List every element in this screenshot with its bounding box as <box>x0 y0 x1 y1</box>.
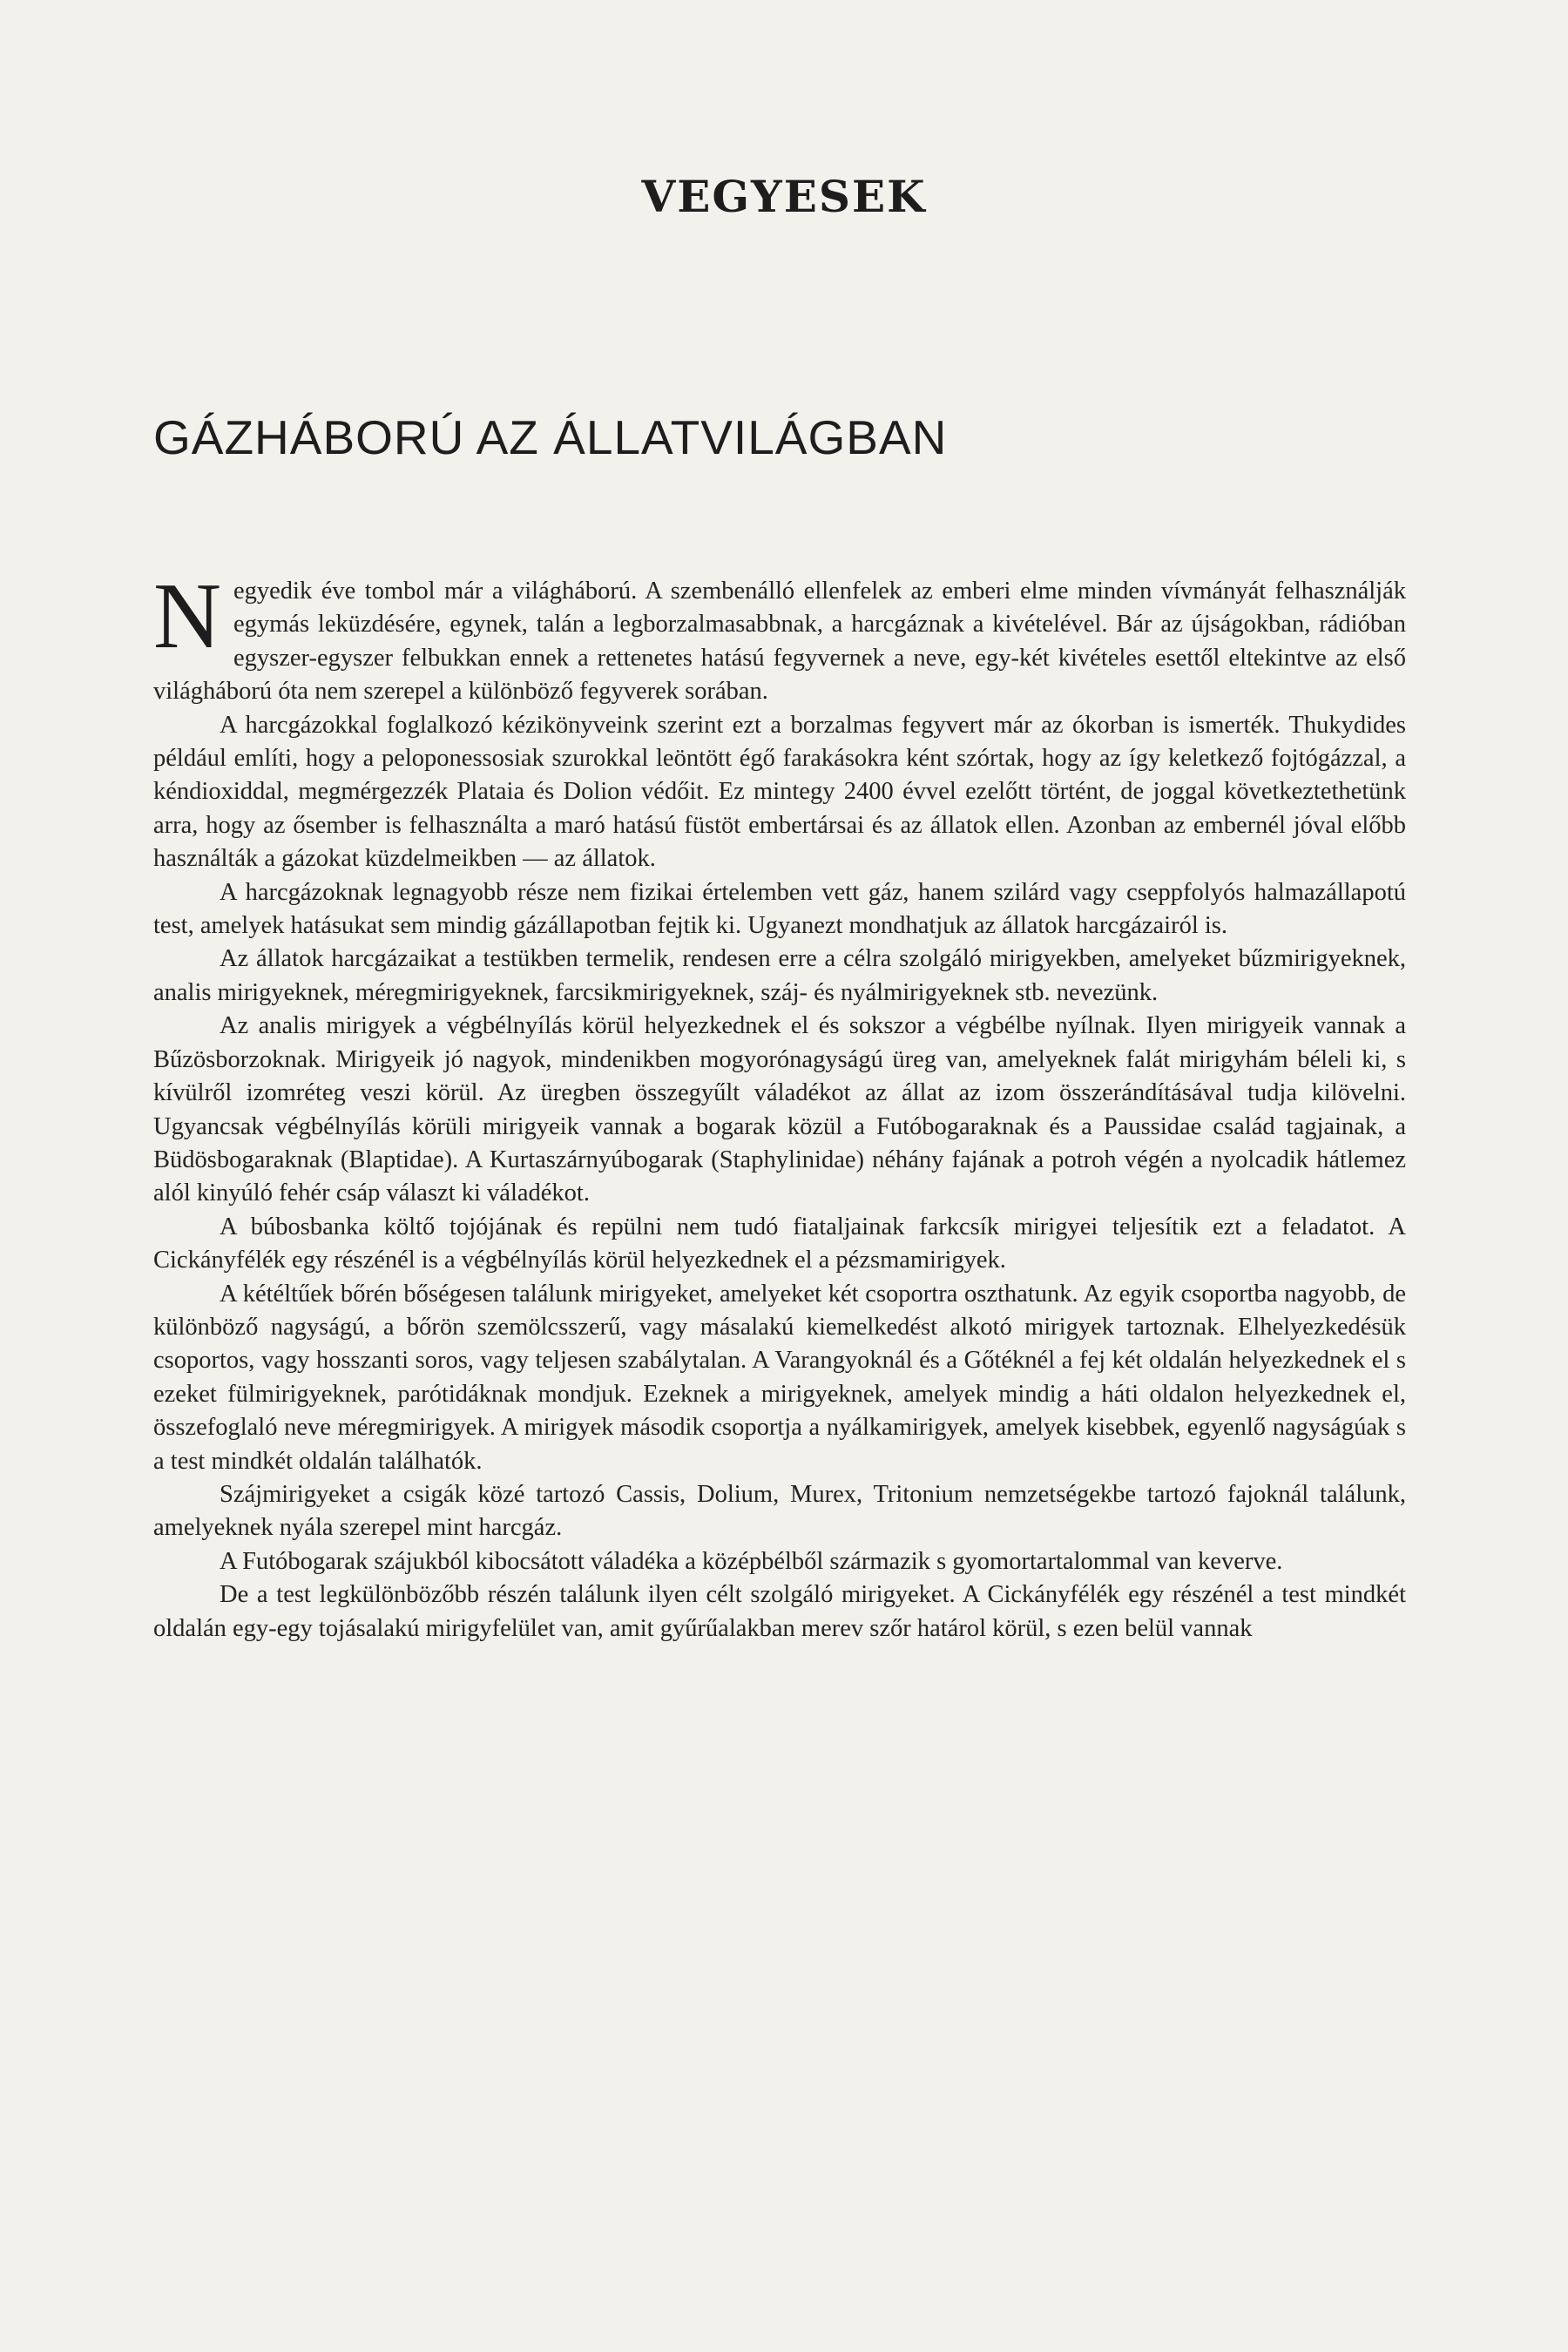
paragraph-text: egyedik éve tombol már a világháború. A szembenálló ellenfelek az emberi elme minden vívmányát felhasználják egymás leküzdésére, egynek, talán a legborzalmasabbnak, a harcgáznak a kivételével. Bár az újságokban, rádióban egyszer-egyszer felbukkan ennek a rettenetes hatású fegyvernek a neve, egy-két kivételes esettől eltekintve az első világháború óta nem szerepel a különböző fegyverek sorában. <box>153 578 1406 706</box>
paragraph: Az analis mirigyek a végbélnyílás körül helyezkednek el és sokszor a végbélbe nyílnak. Ilyen mirigyeik vannak a Bűzösborzoknak. Mirigyeik jó nagyok, mindenikben mogyorónagyságú üreg van, amelyeknek falát mirigyhám béleli ki, s kívülről izomréteg veszi körül. Az üregben összegyűlt váladékot az állat az izom összerándításával tudja kilövelni. Ugyancsak végbélnyílás körüli mirigyeik vannak a bogarak közül a Futóbogaraknak és a Paussidae család tagjainak, a Büdösbogaraknak (Blaptidae). A Kurtaszárnyúbogarak (Staphylinidae) néhány fajának a potroh végén a nyolcadik hátlemez alól kinyúló fehér csáp választ ki váladékot. <box>153 1012 1406 1207</box>
paragraph <box>153 564 1406 709</box>
paragraph: Szájmirigyeket a csigák közé tartozó Cassis, Dolium, Murex, Tritonium nemzetségekbe tartozó fajoknál találunk, amelyeknek nyála szerepel mint harcgáz. <box>153 1480 1406 1542</box>
paragraph: A búbosbanka költő tojójának és repülni nem tudó fiataljainak farkcsík mirigyei teljesítik ezt a feladatot. A Cickányfélék egy részénél is a végbélnyílás körül helyezkednek el a pézsmamirigyek. <box>153 1213 1406 1274</box>
paragraph: A harcgázokkal foglalkozó kézikönyveink szerint ezt a borzalmas fegyvert már az ókorban is ismerték. Thukydides például említi, hogy a peloponessosiak szurokkal leöntött égő farakásokra ként szórtak, hogy az így keletkező fojtógázzal, a kéndioxiddal, megmérgezzék Plataia és Dolion védőit. Ez mintegy 2400 évvel ezelőtt történt, de joggal következtethetünk arra, hogy az ősember is felhasználta a maró hatású füstöt embertársai és az állatok ellen. Azonban az embernél jóval előbb használták a gázokat küzdelmeikben — az állatok. <box>153 711 1406 873</box>
paragraph: Az állatok harcgázaikat a testükben termelik, rendesen erre a célra szolgáló mirigyekben, amelyeket bűzmirigyeknek, analis mirigyeknek, méregmirigyeknek, farcsikmirigyeknek, száj- és nyálmirigyeknek stb. nevezünk. <box>153 945 1406 1006</box>
section-title: VEGYESEK <box>641 171 927 222</box>
paragraph: A harcgázoknak legnagyobb része nem fizikai értelemben vett gáz, hanem szilárd vagy cseppfolyós halmazállapotú test, amelyek hatásukat sem mindig gázállapotban fejtik ki. Ugyanezt mondhatjuk az állatok harcgázairól is. <box>153 878 1406 940</box>
paragraph: A kétéltűek bőrén bőségesen találunk mirigyeket, amelyeket két csoportra oszthatunk. Az egyik csoportba nagyobb, de különböző nagyságú, a bőrön szemölcsszerű, vagy másalakú kiemelkedést alkotó mirigyek tartoznak. Elhelyezkedésük csoportos, vagy hosszanti soros, vagy teljesen szabálytalan. A Varangyoknál és a Gőtéknél a fej két oldalán helyezkednek el s ezeket fülmirigyeknek, parótidáknak mondjuk. Ezeknek a mirigyeknek, amelyek mindig a háti oldalon helyezkednek el, összefoglaló neve méregmirigyek. A mirigyek második csoportja a nyálkamirigyek, amelyek kisebbek, egyenlő nagyságúak s a test mindkét oldalán találhatók. <box>153 1280 1406 1475</box>
paragraph: De a test legkülönbözőbb részén találunk ilyen célt szolgáló mirigyeket. A Cickányfélék egy részénél a test mindkét oldalán egy-egy tojásalakú mirigyfelület van, amit gyűrűalakban merev szőr határol körül, s ezen belül vannak <box>153 1581 1406 1642</box>
article-title: GÁZHÁBORÚ AZ ÁLLATVILÁGBAN <box>153 410 948 464</box>
drop-cap: N <box>153 564 221 668</box>
article-body <box>153 564 1406 1646</box>
paragraph: A Futóbogarak szájukból kibocsátott váladéka a középbélből származik s gyomortartalommal van keverve. <box>220 1547 1283 1575</box>
